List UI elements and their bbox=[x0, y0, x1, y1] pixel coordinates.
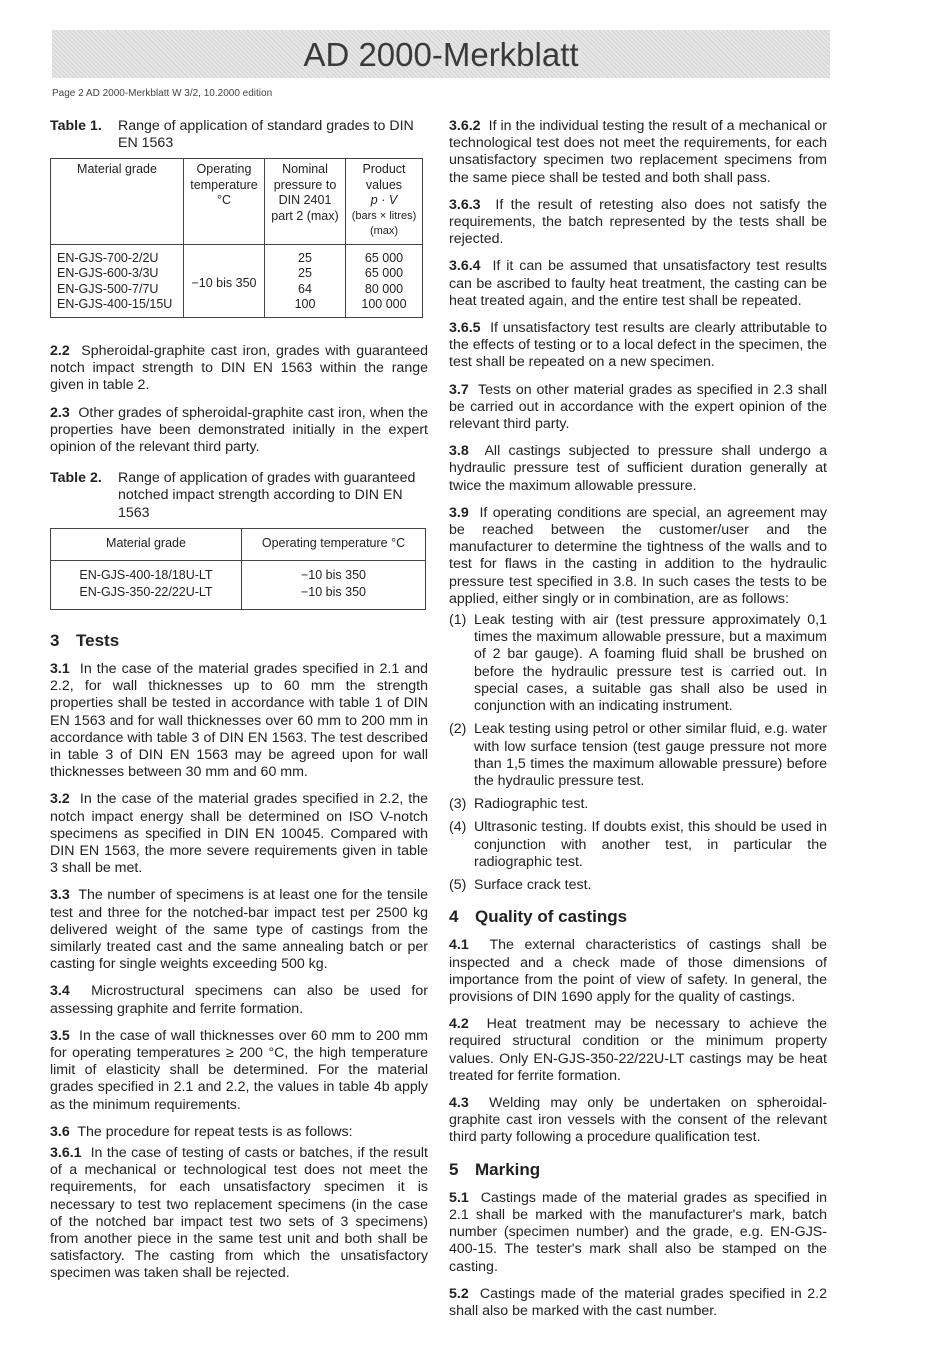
paragraph-3-6-4 bbox=[449, 258, 827, 310]
paragraph-3-8 bbox=[449, 443, 827, 495]
clause-text: Welding may only be undertaken on spheroidal-graphite cast iron vessels with the consent of the relevant third party following a procedure qualification test. bbox=[449, 1094, 827, 1146]
clause-number: 3.6 bbox=[50, 1123, 70, 1140]
paragraph-2-2 bbox=[50, 343, 428, 395]
table1-cell: 25 bbox=[265, 244, 346, 266]
table1-header: Operating temperature °C bbox=[184, 159, 265, 245]
paragraph-3-6-2 bbox=[449, 118, 827, 187]
table1-cell: 100 000 bbox=[346, 297, 423, 317]
table1-cell: EN-GJS-400-15/15U bbox=[57, 297, 173, 312]
table1 bbox=[50, 158, 423, 318]
clause-number: 3.6.5 bbox=[449, 320, 481, 337]
paragraph-3-3 bbox=[50, 887, 428, 973]
table1-caption-text: Range of application of standard grades to DIN EN 1563 bbox=[118, 118, 414, 152]
table1-cell: 25 bbox=[265, 266, 346, 282]
table2-header: Material grade bbox=[51, 528, 242, 560]
table1-header: Material grade bbox=[51, 159, 184, 245]
clause-text: Other grades of spheroidal-graphite cast iron, when the properties have been demonstrated initially in the expert opinion of the relevant third party. bbox=[50, 404, 428, 455]
table1-cell: EN-GJS-600-3/3U bbox=[57, 266, 159, 281]
table2 bbox=[50, 528, 426, 610]
list-item bbox=[449, 721, 827, 790]
clause-number: 3.3 bbox=[50, 887, 70, 904]
left-column bbox=[50, 118, 428, 1293]
clause-number: 3.6.2 bbox=[449, 118, 481, 134]
clause-number: 5.2 bbox=[449, 1285, 469, 1302]
clause-text: In the case of testing of casts or batches, if the result of a mechanical or technological test does not meet the requirements, for each unsatisfactory specimen it is necessary to test two replacement specimens (in the case of the notched bar impact test two sets of 3 specimens) from another piece in the same test unit and both shall be satisfactory. The casting from which the unsatisfactory specimen was taken shall be rejected. bbox=[50, 1145, 428, 1282]
paragraph-3-6-3 bbox=[449, 197, 827, 249]
table1-cell: 64 bbox=[265, 282, 346, 298]
paragraph-3-4 bbox=[50, 983, 428, 1017]
paragraph-4-3 bbox=[449, 1095, 827, 1147]
paragraph-3-6-1 bbox=[50, 1145, 428, 1283]
table1-header-line: Product values bbox=[362, 162, 406, 192]
paragraph-3-6 bbox=[50, 1124, 428, 1141]
header-banner bbox=[52, 30, 830, 78]
table-row bbox=[51, 560, 426, 584]
paragraph-3-7 bbox=[449, 382, 827, 434]
page-reference: Page 2 AD 2000-Merkblatt W 3/2, 10.2000 edition bbox=[52, 88, 273, 99]
table1-header: Nominal pressure to DIN 2401 part 2 (max) bbox=[265, 159, 346, 245]
clause-text: Microstructural specimens can also be used for assessing graphite and ferrite formation. bbox=[50, 983, 428, 1017]
clause-text: Heat treatment may be necessary to achieve the required structural condition or the minimum property values. Only EN-GJS-350-22/22U-LT castings may be heat treated for ferrite formation. bbox=[449, 1016, 827, 1084]
table2-cell: −10 bis 350 bbox=[242, 560, 426, 584]
clause-text: In the case of the material grades specified in 2.2, the notch impact energy shall be determined on ISO V-notch specimens as specified in DIN EN 10045. Compared with DIN EN 1563, the more severe requirements given in table 3 shall be met. bbox=[50, 791, 428, 877]
section-4-heading bbox=[449, 908, 827, 925]
table1-cell: 80 000 bbox=[346, 282, 423, 298]
clause-number: 3.5 bbox=[50, 1027, 70, 1044]
clause-text: Castings made of the material grades as specified in 2.1 shall be marked with the manufacturer's mark, batch number (specimen number) and the grade, e.g. EN-GJS-400-15. The tester's mark shall also be stamped on the casting. bbox=[449, 1189, 827, 1275]
list-text: Leak testing using petrol or other similar fluid, e.g. water with low surface tension (test gauge pressure not more than 1,5 times the maximum allowable pressure) before the hydraulic pressure test. bbox=[474, 721, 827, 789]
table2-cell: EN-GJS-400-18/18U-LT bbox=[79, 567, 213, 582]
list-text: Ultrasonic testing. If doubts exist, this should be used in conjunction with another test, in particular the radiographic test. bbox=[474, 819, 827, 870]
clause-number: 3.1 bbox=[50, 660, 70, 677]
clause-text: The procedure for repeat tests is as follows: bbox=[77, 1123, 353, 1140]
paragraph-3-1 bbox=[50, 661, 428, 781]
list-item bbox=[449, 796, 827, 813]
table2-label: Table 2. bbox=[50, 470, 102, 487]
clause-number: 5.1 bbox=[449, 1189, 469, 1206]
clause-text: If it can be assumed that unsatisfactory test results can be ascribed to faulty heat treatment, the casting can be heat treated again, and the entire test shall be repeated. bbox=[449, 258, 827, 309]
document-title: AD 2000-Merkblatt bbox=[303, 36, 579, 73]
section-title: Marking bbox=[475, 1159, 541, 1179]
paragraph-4-1 bbox=[449, 937, 827, 1006]
right-column bbox=[449, 118, 827, 1330]
paragraph-3-5 bbox=[50, 1028, 428, 1114]
section-3-heading bbox=[50, 632, 428, 649]
table-row bbox=[51, 584, 426, 610]
clause-number: 3.7 bbox=[449, 381, 469, 398]
clause-number: 4.3 bbox=[449, 1094, 469, 1111]
table1-caption bbox=[50, 118, 428, 152]
clause-text: The external characteristics of castings shall be inspected and a check made of those dimensions of importance from the point of view of safety. In general, the provisions of DIN 1690 apply for the quality of castings. bbox=[449, 937, 827, 1005]
clause-number: 3.6.4 bbox=[449, 258, 481, 275]
list-item bbox=[449, 877, 827, 894]
list-text: Surface crack test. bbox=[474, 876, 592, 893]
list-marker: (3) bbox=[449, 796, 467, 813]
clause-text: If in the individual testing the result of a mechanical or technological test does not meet the requirements, for each unsatisfactory specimen two replacement specimens from the same piece shall be tested and both shall pass. bbox=[449, 118, 827, 186]
clause-text: In the case of the material grades specified in 2.1 and 2.2, for wall thicknesses up to 60 mm the strength properties shall be tested in accordance with table 1 of DIN EN 1563 and for wall thicknesses over 60 mm to 200 mm in accordance with table 3 of DIN EN 1563. The test described in table 3 of DIN EN 1563 may be agreed upon for wall thicknesses between 30 mm and 60 mm. bbox=[50, 660, 428, 781]
table-row bbox=[51, 244, 423, 266]
clause-text: In the case of wall thicknesses over 60 mm to 200 mm for operating temperatures ≥ 200 °C, the high temperature limit of elasticity shall be determined. For the material grades specified in 2.1 and 2.2, the values in table 4b apply as the minimum requirements. bbox=[50, 1027, 428, 1113]
table1-cell: 65 000 bbox=[346, 266, 423, 282]
list-marker: (1) bbox=[449, 612, 467, 629]
table2-header: Operating temperature °C bbox=[242, 528, 426, 560]
table1-cell: 65 000 bbox=[346, 244, 423, 266]
section-title: Tests bbox=[76, 630, 120, 650]
clause-number: 3.4 bbox=[50, 983, 70, 1000]
list-item bbox=[449, 612, 827, 715]
clause-number: 2.2 bbox=[50, 342, 70, 359]
clause-number: 3.6.1 bbox=[50, 1145, 82, 1162]
paragraph-5-2 bbox=[449, 1286, 827, 1320]
list-item bbox=[449, 819, 827, 871]
list-text: Radiographic test. bbox=[474, 796, 589, 813]
table2-cell: −10 bis 350 bbox=[242, 584, 426, 610]
clause-text: Castings made of the material grades specified in 2.2 shall also be marked with the cast number. bbox=[449, 1285, 827, 1319]
list-text: Leak testing with air (test pressure approximately 0,1 times the maximum allowable pressure, but a maximum of 2 bar gauge). A foaming fluid shall be brushed on before the hydraulic pressure test is carried out. In special cases, a suitable gas shall also be used in conjunction with an indicating instrument. bbox=[474, 612, 827, 715]
clause-text: If unsatisfactory test results are clearly attributable to the effects of testing or to a local defect in the specimen, the test shall be repeated on a new specimen. bbox=[449, 320, 827, 371]
table1-header-line: (bars × litres) (max) bbox=[351, 209, 417, 238]
list-marker: (2) bbox=[449, 721, 467, 738]
table1-temp-cell: −10 bis 350 bbox=[184, 244, 265, 317]
list-marker: (4) bbox=[449, 819, 467, 836]
table2-caption-text: Range of application of grades with guaranteed notched impact strength according to DIN EN 1563 bbox=[118, 470, 416, 521]
table1-cell: EN-GJS-700-2/2U bbox=[57, 250, 159, 265]
clause-text: If the result of retesting also does not satisfy the requirements, the batch represented by the tests shall be rejected. bbox=[449, 196, 827, 248]
clause-number: 3.9 bbox=[449, 504, 469, 521]
paragraph-5-1 bbox=[449, 1190, 827, 1276]
clause-number: 4.1 bbox=[449, 937, 469, 954]
paragraph-3-2 bbox=[50, 791, 428, 877]
section-5-heading bbox=[449, 1161, 827, 1178]
list-marker: (5) bbox=[449, 876, 467, 893]
paragraph-3-6-5 bbox=[449, 320, 827, 372]
clause-number: 3.8 bbox=[449, 443, 469, 460]
clause-text: Spheroidal-graphite cast iron, grades with guaranteed notch impact strength to DIN EN 1563 within the range given in table 2. bbox=[50, 342, 428, 394]
clause-number: 4.2 bbox=[449, 1016, 469, 1033]
table1-cell: 100 bbox=[265, 297, 346, 317]
paragraph-4-2 bbox=[449, 1016, 827, 1085]
section-number: 5 bbox=[449, 1159, 459, 1179]
clause-text: If operating conditions are special, an agreement may be reached between the customer/user and the manufacturer to determine the tightness of the walls and to test for flaws in the casting in addition to the hydraulic pressure test specified in 3.8. In such cases the tests to be applied, either singly or in combination, are as follows: bbox=[449, 504, 827, 607]
table2-caption bbox=[50, 470, 428, 522]
paragraph-3-9 bbox=[449, 505, 827, 608]
clause-number: 2.3 bbox=[50, 404, 70, 421]
clause-text: All castings subjected to pressure shall undergo a hydraulic pressure test of sufficient duration generally at twice the maximum allowable pressure. bbox=[449, 443, 827, 494]
section-title: Quality of castings bbox=[475, 907, 628, 927]
section-number: 3 bbox=[50, 630, 60, 650]
clause-text: The number of specimens is at least one for the tensile test and three for the notched-bar impact test per 2500 kg delivered weight of the same type of castings from the similarly treated cast and the same annealing batch or per casting for single weights exceeding 500 kg. bbox=[50, 887, 428, 973]
clause-number: 3.6.3 bbox=[449, 196, 481, 213]
table2-cell: EN-GJS-350-22/22U-LT bbox=[79, 584, 213, 599]
table1-header bbox=[346, 159, 423, 245]
section-number: 4 bbox=[449, 907, 459, 927]
table1-header-line: p · V bbox=[370, 193, 398, 208]
table1-cell: EN-GJS-500-7/7U bbox=[57, 281, 159, 296]
table1-label: Table 1. bbox=[50, 118, 102, 134]
test-method-list bbox=[449, 612, 827, 894]
clause-number: 3.2 bbox=[50, 791, 70, 808]
clause-text: Tests on other material grades as specified in 2.3 shall be carried out in accordance with the expert opinion of the relevant third party. bbox=[449, 381, 827, 433]
paragraph-2-3 bbox=[50, 405, 428, 457]
